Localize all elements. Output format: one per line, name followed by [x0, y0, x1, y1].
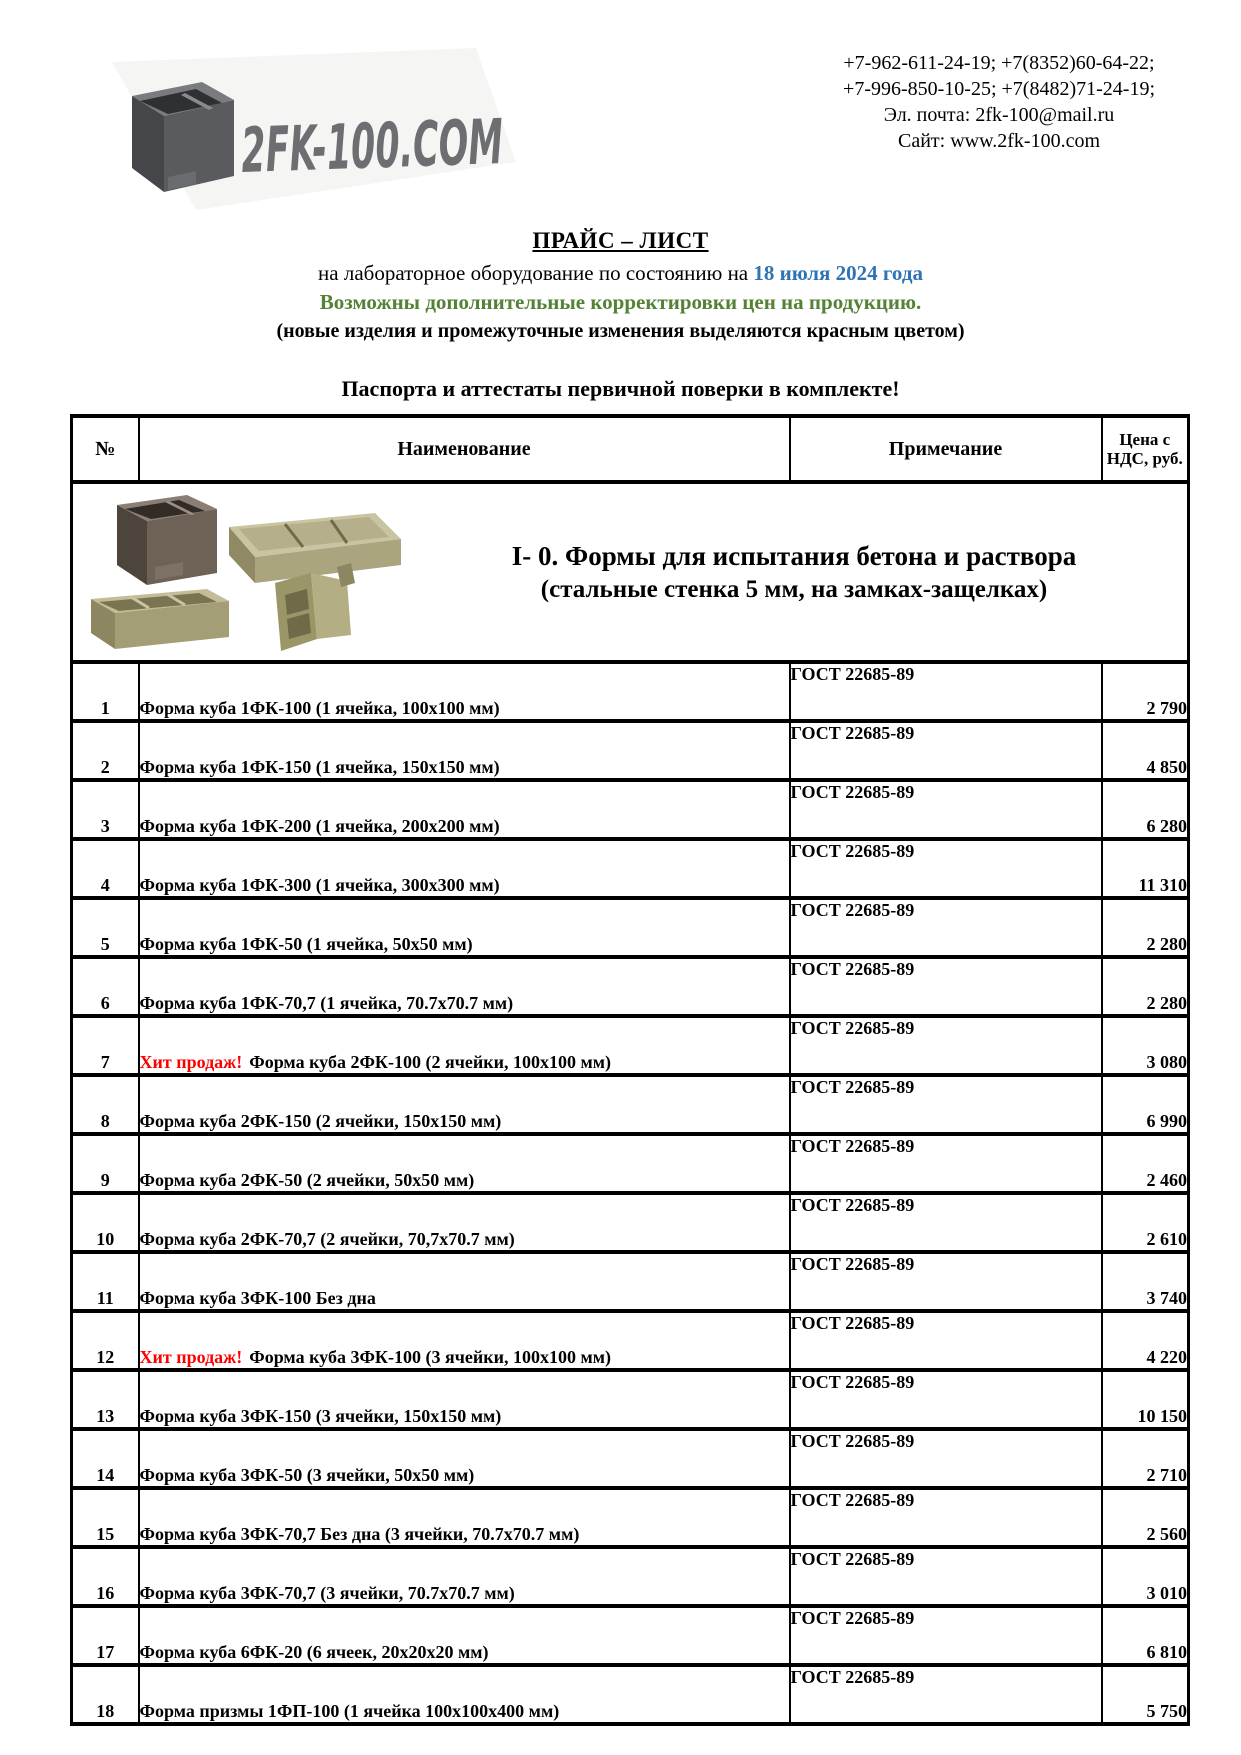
product-name-cell — [139, 1311, 790, 1370]
product-name: Форма куба 1ФК-200 (1 ячейка, 200x200 мм) — [139, 816, 500, 836]
section-title — [409, 539, 1187, 606]
table-row — [72, 1665, 1189, 1724]
price-value: 2 710 — [1102, 1429, 1189, 1488]
gost-note: ГОСТ 22685-89 — [790, 1606, 1102, 1665]
gost-note: ГОСТ 22685-89 — [790, 1547, 1102, 1606]
mold-photo-tray-icon — [229, 513, 401, 583]
mold-photo-khaki-icon — [91, 589, 229, 649]
product-name-cell — [139, 721, 790, 780]
table-row — [72, 1488, 1189, 1547]
row-number: 4 — [72, 839, 139, 898]
product-name-cell — [139, 1075, 790, 1134]
product-name: Форма куба 6ФК-20 (6 ячеек, 20x20x20 мм) — [139, 1642, 489, 1662]
product-name: Форма куба 3ФК-100 Без дна — [139, 1288, 376, 1308]
price-value: 2 280 — [1102, 898, 1189, 957]
product-name-cell — [139, 1665, 790, 1724]
price-value: 3 740 — [1102, 1252, 1189, 1311]
table-row — [72, 957, 1189, 1016]
gost-note: ГОСТ 22685-89 — [790, 780, 1102, 839]
gost-note: ГОСТ 22685-89 — [790, 1370, 1102, 1429]
table-row — [72, 1606, 1189, 1665]
hit-badge: Хит продаж! — [139, 1052, 243, 1072]
price-value: 11 310 — [1102, 839, 1189, 898]
product-name-cell — [139, 780, 790, 839]
product-name: Форма куба 1ФК-70,7 (1 ячейка, 70.7x70.7 мм) — [139, 993, 514, 1013]
row-number: 11 — [72, 1252, 139, 1311]
table-row — [72, 662, 1189, 721]
product-name-cell — [139, 1606, 790, 1665]
row-number: 7 — [72, 1016, 139, 1075]
price-value: 5 750 — [1102, 1665, 1189, 1724]
row-number: 1 — [72, 662, 139, 721]
product-name: Форма куба 3ФК-70,7 Без дна (3 ячейки, 70.7x70.7 мм) — [139, 1524, 580, 1544]
price-value: 2 460 — [1102, 1134, 1189, 1193]
table-row — [72, 1252, 1189, 1311]
price-table-body — [72, 482, 1189, 1724]
gost-note: ГОСТ 22685-89 — [790, 1488, 1102, 1547]
product-name-cell — [139, 662, 790, 721]
product-name: Форма куба 2ФК-100 (2 ячейки, 100x100 мм) — [249, 1052, 611, 1072]
table-header-row — [72, 416, 1189, 482]
phone-line-2: +7-996-850-10-25; +7(8482)71-24-19; — [843, 78, 1155, 100]
contact-block — [843, 50, 1155, 154]
product-name-cell — [139, 1016, 790, 1075]
price-value: 4 220 — [1102, 1311, 1189, 1370]
product-name: Форма куба 3ФК-100 (3 ячейки, 100x100 мм) — [249, 1347, 611, 1367]
price-value: 2 790 — [1102, 662, 1189, 721]
green-note: Возможны дополнительные корректировки цен на продукцию. — [319, 290, 922, 314]
row-number: 18 — [72, 1665, 139, 1724]
row-number: 8 — [72, 1075, 139, 1134]
product-name: Форма куба 1ФК-50 (1 ячейка, 50x50 мм) — [139, 934, 473, 954]
row-number: 14 — [72, 1429, 139, 1488]
table-row — [72, 1075, 1189, 1134]
product-name-cell — [139, 1370, 790, 1429]
row-number: 10 — [72, 1193, 139, 1252]
row-number: 5 — [72, 898, 139, 957]
table-row — [72, 839, 1189, 898]
price-value: 2 610 — [1102, 1193, 1189, 1252]
row-number: 17 — [72, 1606, 139, 1665]
row-number: 16 — [72, 1547, 139, 1606]
hit-badge: Хит продаж! — [139, 1347, 243, 1367]
gost-note: ГОСТ 22685-89 — [790, 1075, 1102, 1134]
gost-note: ГОСТ 22685-89 — [790, 957, 1102, 1016]
table-row — [72, 1547, 1189, 1606]
col-header-price: Цена с НДС, руб. — [1102, 416, 1189, 482]
website-line: Сайт: www.2fk-100.com — [898, 130, 1101, 152]
table-row — [72, 1193, 1189, 1252]
row-number: 13 — [72, 1370, 139, 1429]
section-header-row — [72, 482, 1189, 662]
price-table — [70, 414, 1190, 1726]
product-name: Форма куба 2ФК-70,7 (2 ячейки, 70,7x70.7 мм) — [139, 1229, 515, 1249]
col-header-name: Наименование — [139, 416, 790, 482]
gost-note: ГОСТ 22685-89 — [790, 1665, 1102, 1724]
email-line: Эл. почта: 2fk-100@mail.ru — [883, 104, 1115, 126]
page-title: ПРАЙС – ЛИСТ — [532, 228, 709, 253]
price-value: 6 990 — [1102, 1075, 1189, 1134]
product-name-cell — [139, 1429, 790, 1488]
mold-photo-dark-icon — [117, 495, 217, 585]
page-header — [0, 0, 1241, 192]
row-number: 2 — [72, 721, 139, 780]
product-name-cell — [139, 839, 790, 898]
table-row — [72, 1370, 1189, 1429]
table-row — [72, 1134, 1189, 1193]
product-name: Форма куба 2ФК-50 (2 ячейки, 50x50 мм) — [139, 1170, 475, 1190]
gost-note: ГОСТ 22685-89 — [790, 1252, 1102, 1311]
gost-note: ГОСТ 22685-89 — [790, 898, 1102, 957]
product-name: Форма куба 1ФК-300 (1 ячейка, 300x300 мм) — [139, 875, 500, 895]
row-number: 15 — [72, 1488, 139, 1547]
price-value: 2 560 — [1102, 1488, 1189, 1547]
product-name-cell — [139, 1547, 790, 1606]
row-number: 3 — [72, 780, 139, 839]
table-row — [72, 721, 1189, 780]
subtitle-line — [0, 258, 1241, 288]
product-name: Форма куба 3ФК-50 (3 ячейки, 50x50 мм) — [139, 1465, 475, 1485]
logo-text: 2FK-100.COM — [239, 97, 707, 187]
table-row — [72, 1429, 1189, 1488]
col-header-number: № — [72, 416, 139, 482]
product-name: Форма куба 1ФК-100 (1 ячейка, 100x100 мм) — [139, 698, 500, 718]
price-value: 4 850 — [1102, 721, 1189, 780]
title-block — [0, 228, 1241, 346]
price-value: 3 010 — [1102, 1547, 1189, 1606]
guarantee-line: Паспорта и аттестаты первичной поверки в комплекте! — [341, 376, 900, 401]
product-name: Форма куба 2ФК-150 (2 ячейки, 150x150 мм) — [139, 1111, 502, 1131]
table-row — [72, 1016, 1189, 1075]
table-row — [72, 780, 1189, 839]
table-row — [72, 1311, 1189, 1370]
section-title-line2: (стальные стенка 5 мм, на замках-защелках) — [540, 575, 1048, 603]
table-row — [72, 898, 1189, 957]
row-number: 9 — [72, 1134, 139, 1193]
gost-note: ГОСТ 22685-89 — [790, 1016, 1102, 1075]
product-name: Форма куба 3ФК-150 (3 ячейки, 150x150 мм) — [139, 1406, 502, 1426]
red-highlight-note: (новые изделия и промежуточные изменения выделяются красным цветом) — [276, 320, 965, 342]
product-name: Форма призмы 1ФП-100 (1 ячейка 100x100x400 мм) — [139, 1701, 560, 1721]
row-number: 12 — [72, 1311, 139, 1370]
company-logo — [84, 44, 707, 214]
product-name-cell — [139, 898, 790, 957]
product-name-cell — [139, 1252, 790, 1311]
col-header-note: Примечание — [790, 416, 1102, 482]
product-name-cell — [139, 1193, 790, 1252]
gost-note: ГОСТ 22685-89 — [790, 662, 1102, 721]
gost-note: ГОСТ 22685-89 — [790, 1134, 1102, 1193]
product-name-cell — [139, 1488, 790, 1547]
product-name: Форма куба 1ФК-150 (1 ячейка, 150x150 мм) — [139, 757, 500, 777]
product-name-cell — [139, 957, 790, 1016]
gost-note: ГОСТ 22685-89 — [790, 839, 1102, 898]
price-value: 6 810 — [1102, 1606, 1189, 1665]
phone-line-1: +7-962-611-24-19; +7(8352)60-64-22; — [843, 52, 1155, 74]
product-name: Форма куба 3ФК-70,7 (3 ячейки, 70.7x70.7 мм) — [139, 1583, 515, 1603]
price-value: 3 080 — [1102, 1016, 1189, 1075]
mold-box-icon — [132, 82, 234, 192]
product-name-cell — [139, 1134, 790, 1193]
row-number: 6 — [72, 957, 139, 1016]
gost-note: ГОСТ 22685-89 — [790, 1311, 1102, 1370]
gost-note: ГОСТ 22685-89 — [790, 721, 1102, 780]
subtitle-prefix: на лабораторное оборудование по состоянию на — [318, 261, 754, 285]
section-title-line1: I- 0. Формы для испытания бетона и раствора — [511, 540, 1077, 571]
gost-note: ГОСТ 22685-89 — [790, 1429, 1102, 1488]
product-photos — [79, 487, 409, 657]
price-value: 2 280 — [1102, 957, 1189, 1016]
price-value: 10 150 — [1102, 1370, 1189, 1429]
gost-note: ГОСТ 22685-89 — [790, 1193, 1102, 1252]
price-value: 6 280 — [1102, 780, 1189, 839]
price-date: 18 июля 2024 года — [753, 261, 923, 285]
